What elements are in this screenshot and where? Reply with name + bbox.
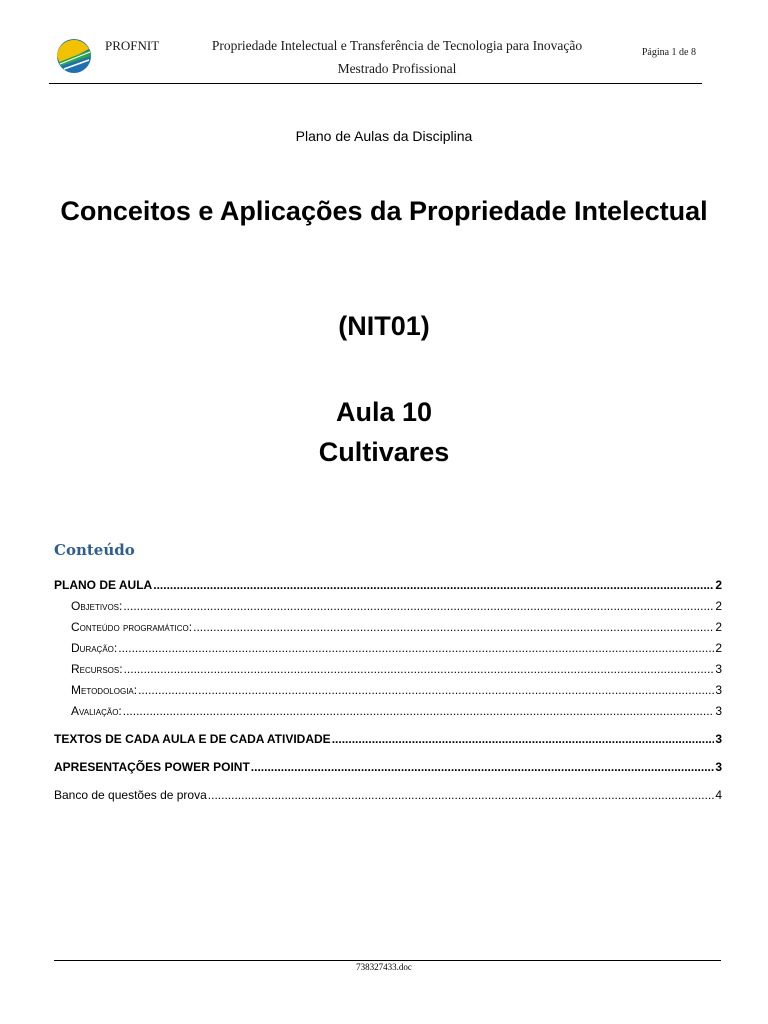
toc-leader: [332, 732, 715, 746]
lesson-block: [0, 392, 768, 472]
toc-entry-label: Objetivos:: [71, 599, 123, 613]
toc-entry[interactable]: [54, 641, 722, 662]
toc-entry[interactable]: [54, 620, 722, 641]
toc-entry-page: 2: [715, 641, 722, 655]
toc-leader: [123, 704, 715, 718]
document-title-text: Conceitos e Aplicações da Propriedade Intelectual: [60, 196, 708, 226]
toc-entry-label: APRESENTAÇÕES POWER POINT: [54, 760, 250, 774]
toc-entry-label: Recursos:: [71, 662, 123, 676]
toc-leader: [138, 683, 714, 697]
toc-entry-page: 2: [715, 578, 722, 592]
toc-leader: [208, 788, 715, 802]
brand-name: PROFNIT: [105, 38, 160, 53]
toc-entry-page: 4: [715, 788, 722, 802]
document-title: [0, 195, 768, 228]
header-title-line1: Propriedade Intelectual e Transferência de Tecnologia para Inovação: [211, 38, 583, 53]
footer-divider: [54, 960, 721, 961]
toc-entry[interactable]: [54, 683, 722, 704]
toc-leader: [123, 599, 714, 613]
page-number: Página 1 de 8: [641, 47, 696, 58]
toc-entry[interactable]: [54, 578, 722, 599]
toc-entry[interactable]: [54, 788, 722, 809]
toc-entry-label: Banco de questões de prova: [54, 788, 207, 802]
toc-entry-label: PLANO DE AULA: [54, 578, 153, 592]
lesson-number: Aula 10: [335, 397, 433, 427]
toc-entry[interactable]: [54, 599, 722, 620]
page-header: [49, 28, 702, 84]
toc-heading: Conteúdo: [54, 541, 135, 559]
header-title-line2: Mestrado Profissional: [337, 61, 457, 76]
toc-entry[interactable]: [54, 704, 722, 725]
profnit-logo-icon: [56, 38, 92, 74]
toc-spacer: [54, 781, 722, 788]
toc-spacer: [54, 753, 722, 760]
toc-entry-page: 2: [715, 599, 722, 613]
toc-leader: [118, 641, 714, 655]
course-code: (NIT01): [338, 311, 430, 341]
toc-entry-page: 3: [715, 683, 722, 697]
table-of-contents: [54, 578, 722, 809]
toc-entry-label: Avaliação:: [71, 704, 122, 718]
toc-leader: [193, 620, 714, 634]
toc-entry-label: Conteúdo programático:: [71, 620, 193, 634]
footer-filename: 738327433.doc: [356, 962, 412, 972]
toc-entry-page: 3: [715, 732, 722, 746]
toc-entry-page: 3: [715, 662, 722, 676]
toc-entry-page: 3: [715, 704, 722, 718]
toc-entry-label: Duração:: [71, 641, 118, 655]
header-title: [177, 34, 617, 80]
toc-spacer: [54, 725, 722, 732]
toc-entry-page: 3: [715, 760, 722, 774]
toc-entry[interactable]: [54, 732, 722, 753]
toc-entry-page: 2: [715, 620, 722, 634]
document-subtitle: Plano de Aulas da Disciplina: [295, 128, 473, 144]
toc-entry-label: TEXTOS DE CADA AULA E DE CADA ATIVIDADE: [54, 732, 331, 746]
toc-leader: [124, 662, 715, 676]
toc-entry[interactable]: [54, 760, 722, 781]
toc-entry-label: Metodologia:: [71, 683, 138, 697]
lesson-topic: Cultivares: [318, 437, 450, 467]
toc-leader: [153, 578, 714, 592]
toc-leader: [251, 760, 715, 774]
toc-entry[interactable]: [54, 662, 722, 683]
